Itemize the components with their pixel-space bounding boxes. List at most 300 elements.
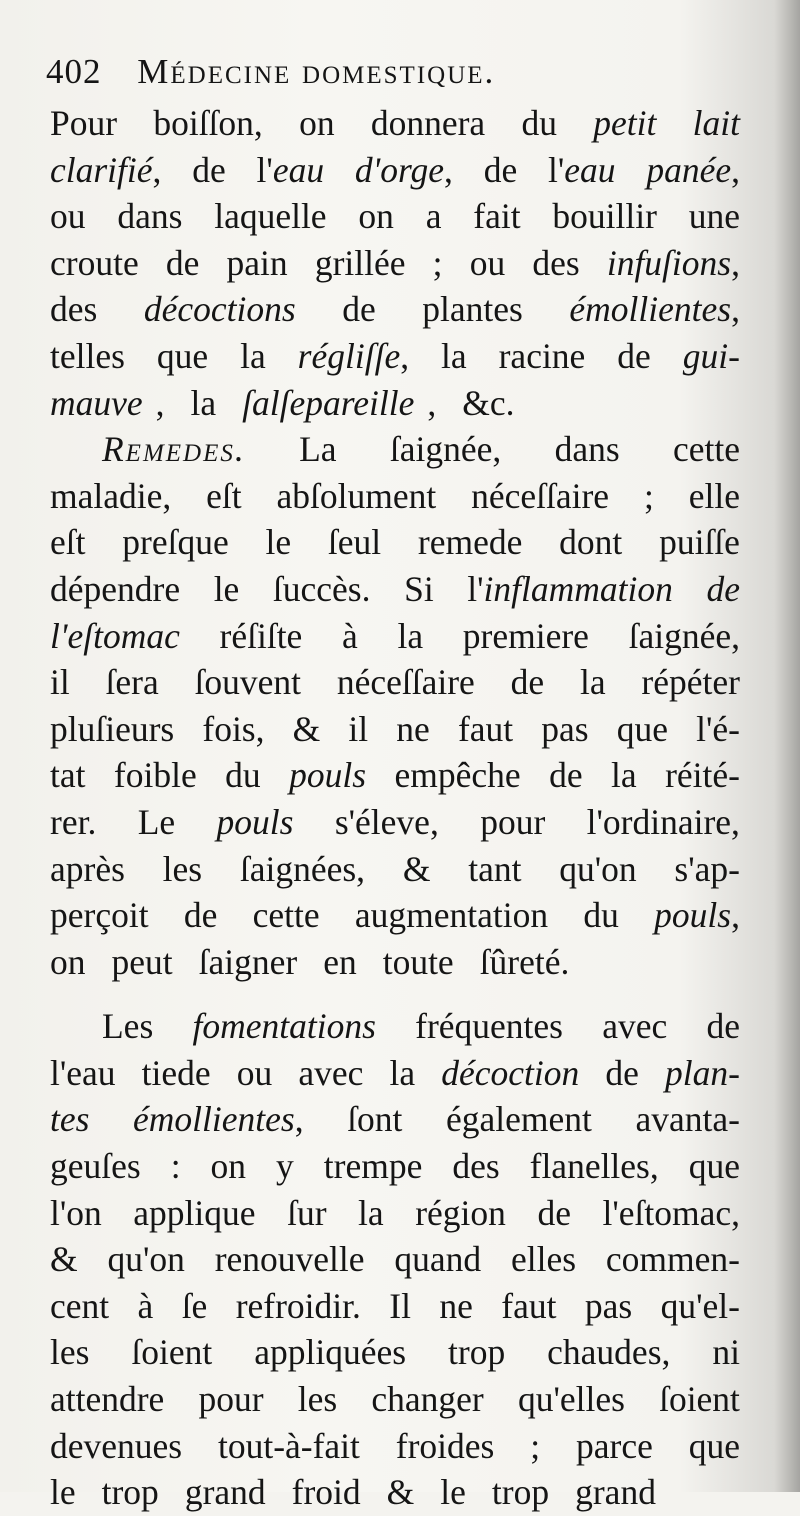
text-fragment: on (299, 103, 335, 143)
text-fragment: ſaignée, (389, 429, 502, 470)
word (254, 1329, 406, 1376)
text-fragment: remede (417, 522, 523, 563)
text-fragment: rer. (50, 801, 97, 842)
word (541, 706, 588, 753)
emphasis-text: clarifié (50, 149, 153, 190)
word (480, 939, 583, 986)
word (337, 659, 475, 706)
text-fragment: Les (102, 1006, 154, 1047)
text-fragment: croute (50, 242, 139, 283)
word (50, 1236, 78, 1283)
word (50, 147, 161, 194)
word (50, 939, 99, 986)
word (50, 1050, 116, 1097)
text-fragment: commen- (605, 1239, 740, 1280)
word (473, 193, 520, 240)
text-fragment: , (444, 149, 453, 190)
text-fragment: La (299, 429, 337, 470)
word (549, 752, 583, 799)
word (611, 752, 637, 799)
text-fragment: froid (291, 1472, 361, 1513)
word (276, 1143, 294, 1190)
text-fragment: que (688, 1425, 740, 1466)
text-fragment: ne (396, 708, 430, 749)
word (102, 426, 246, 473)
word (532, 240, 579, 287)
text-fragment: les (50, 1332, 90, 1373)
text-fragment: néceſſaire (471, 475, 610, 516)
word (289, 752, 366, 799)
text-fragment: &c. (462, 382, 515, 423)
word (484, 147, 518, 194)
text-fragment: ne (439, 1285, 473, 1326)
word (192, 1003, 375, 1050)
word (117, 193, 182, 240)
word (587, 799, 740, 846)
text-fragment: geuſes (50, 1146, 141, 1187)
word (157, 333, 208, 380)
word (674, 846, 740, 893)
text-fragment: ſaignée, (628, 615, 740, 656)
word (644, 473, 654, 520)
text-fragment: ſuccès. (272, 568, 371, 609)
word (635, 1096, 739, 1143)
word (199, 939, 311, 986)
word (463, 613, 589, 660)
word (298, 1376, 337, 1423)
word (358, 1190, 384, 1237)
word (641, 659, 740, 706)
text-fragment: ſaignées, (239, 848, 366, 889)
word (236, 1283, 361, 1330)
word (689, 1423, 740, 1470)
text-fragment: trop (448, 1332, 506, 1373)
word (293, 706, 321, 753)
text-fragment: la (397, 615, 424, 656)
text-fragment: perçoit (50, 895, 149, 936)
text-fragment: puiſſe (659, 522, 740, 563)
text-fragment: pour (198, 1379, 264, 1420)
word (138, 1283, 154, 1330)
text-fragment: ou (50, 196, 86, 237)
word (683, 333, 740, 380)
text-fragment: la (358, 1192, 384, 1233)
text-line (50, 286, 740, 333)
text-fragment: de (192, 149, 226, 190)
word (390, 1050, 416, 1097)
text-fragment: ſaigner (198, 941, 298, 982)
text-fragment: dans (117, 196, 183, 237)
word (266, 519, 292, 566)
text-line (50, 1236, 740, 1283)
text-fragment: les (162, 848, 203, 889)
text-fragment: quand (394, 1239, 482, 1280)
emphasis-text: petit (593, 103, 657, 143)
text-fragment: ſouvent (194, 662, 302, 703)
word (133, 1096, 304, 1143)
word (371, 100, 485, 147)
word (153, 100, 262, 147)
text-fragment: de (183, 895, 218, 936)
word (576, 1423, 653, 1470)
word (617, 333, 651, 380)
text-fragment: cette (672, 429, 740, 470)
text-fragment: pas (584, 1285, 633, 1326)
word (580, 659, 606, 706)
text-fragment: de (165, 242, 200, 283)
word (184, 892, 218, 939)
text-line (50, 706, 740, 753)
word (471, 473, 609, 520)
text-fragment: l'é- (696, 708, 740, 749)
text-fragment: la (579, 662, 606, 703)
text-fragment: cent (50, 1285, 110, 1326)
text-fragment: telles (50, 335, 125, 376)
emphasis-text: fomentations (192, 1006, 376, 1047)
word (480, 799, 545, 846)
word (706, 566, 740, 613)
word (131, 1329, 212, 1376)
text-fragment: tout-à-fait (217, 1425, 360, 1466)
text-fragment: s'éleve, (334, 801, 439, 842)
text-fragment: toute (382, 941, 454, 982)
text-fragment: Si (404, 568, 434, 609)
word (492, 1469, 562, 1516)
text-fragment: peut (111, 941, 173, 982)
word (518, 1376, 625, 1423)
text-fragment: ſont (347, 1099, 403, 1140)
text-fragment: , (155, 382, 165, 423)
word (355, 147, 453, 194)
word (617, 706, 668, 753)
word (602, 1190, 740, 1237)
word (50, 613, 180, 660)
word (50, 193, 86, 240)
text-fragment: après (50, 848, 125, 889)
text-line (50, 799, 740, 846)
word (559, 846, 636, 893)
text-fragment: avec (602, 1006, 668, 1047)
word (287, 1190, 326, 1237)
text-line (50, 473, 740, 520)
text-fragment: plantes (422, 289, 523, 330)
text-line (50, 426, 740, 473)
text-line (50, 240, 740, 287)
text-line (50, 1376, 740, 1423)
word (240, 333, 266, 380)
word (467, 566, 673, 613)
word (389, 1283, 411, 1330)
word (390, 426, 501, 473)
text-fragment: il (50, 662, 70, 703)
text-line (50, 1329, 740, 1376)
word (227, 240, 288, 287)
emphasis-text: émollientes (133, 1099, 295, 1140)
text-fragment: la (190, 382, 217, 423)
text-fragment: la (240, 335, 266, 376)
text-fragment: racine (498, 335, 586, 376)
word (323, 939, 370, 986)
text-fragment: preſque (122, 522, 229, 563)
text-fragment: , (152, 149, 162, 190)
text-fragment: , (294, 1099, 304, 1140)
text-fragment: faut (457, 708, 514, 749)
text-fragment: , (731, 242, 740, 283)
text-fragment: bouillir (552, 196, 657, 237)
text-fragment: abſolument (276, 475, 437, 516)
word (646, 147, 740, 194)
word (192, 147, 226, 194)
word (206, 473, 241, 520)
word (548, 147, 616, 194)
emphasis-text: lait (692, 103, 740, 143)
text-fragment: eſt (206, 475, 242, 516)
text-fragment: ; (530, 1425, 541, 1466)
word (468, 846, 521, 893)
text-fragment: a (425, 196, 442, 237)
word (383, 939, 467, 986)
text-line (50, 1190, 740, 1237)
text-fragment: & (386, 1472, 415, 1513)
text-fragment: trempe (323, 1146, 423, 1187)
text-fragment: de (510, 662, 545, 703)
word (448, 1329, 505, 1376)
text-fragment: fréquentes (415, 1006, 563, 1047)
text-fragment: fois, (202, 708, 265, 749)
word (50, 566, 180, 613)
text-fragment: du (583, 895, 619, 936)
text-fragment: pain (226, 242, 288, 283)
text-fragment: les (297, 1379, 338, 1420)
word (665, 1050, 740, 1097)
word (107, 1236, 184, 1283)
word (138, 799, 175, 846)
word (537, 1190, 571, 1237)
word (606, 1236, 740, 1283)
emphasis-text: pouls (289, 755, 367, 796)
text-fragment: ſûreté. (479, 941, 570, 982)
text-fragment: le (213, 568, 240, 609)
text-fragment: que (156, 335, 209, 376)
word (335, 799, 439, 846)
text-fragment: l'ordinaire, (586, 801, 740, 842)
text-line (50, 193, 740, 240)
word (202, 706, 264, 753)
word (185, 1469, 279, 1516)
emphasis-text: infuſions (606, 242, 732, 283)
word (433, 240, 443, 287)
text-fragment: trop (491, 1472, 550, 1513)
word (583, 892, 619, 939)
text-fragment: maladie, (50, 475, 172, 516)
word (387, 1469, 428, 1516)
emphasis-text: eau (564, 149, 616, 190)
word (552, 193, 657, 240)
word (50, 752, 85, 799)
word (689, 473, 740, 520)
word (50, 892, 149, 939)
word (195, 659, 301, 706)
text-fragment: boiſſon, (153, 103, 263, 143)
emphasis-text: pouls (654, 895, 732, 936)
text-fragment: tant (468, 848, 522, 889)
text-fragment: premiere (462, 615, 589, 656)
word (277, 473, 437, 520)
text-fragment: néceſſaire (336, 662, 475, 703)
text-line (50, 519, 740, 566)
word (569, 286, 740, 333)
word (324, 1143, 423, 1190)
text-fragment: à (137, 1285, 154, 1326)
word (358, 193, 394, 240)
word (50, 1143, 141, 1190)
text-fragment: également (446, 1099, 592, 1140)
running-title: Médecine domestique. (137, 52, 496, 91)
emphasis-text: tes (50, 1099, 90, 1140)
text-line (50, 752, 740, 799)
word (394, 1236, 481, 1283)
text-fragment: à (342, 615, 358, 656)
text-line (50, 1423, 740, 1470)
text-fragment: l' (256, 149, 273, 190)
text-fragment: ſera (105, 662, 159, 703)
text-fragment: du (521, 103, 557, 143)
word (347, 1096, 402, 1143)
text-fragment: foible (113, 755, 197, 796)
word (50, 659, 70, 706)
word (50, 846, 125, 893)
word (706, 1003, 740, 1050)
text-fragment: augmentation (354, 895, 549, 936)
word (415, 1003, 563, 1050)
word (404, 566, 434, 613)
word (171, 1143, 181, 1190)
text-fragment: ſe (181, 1285, 208, 1326)
text-fragment: ſur (287, 1192, 327, 1233)
word (693, 100, 740, 147)
text-fragment: ſeul (327, 522, 382, 563)
word (298, 1050, 363, 1097)
text-line (50, 380, 740, 427)
word (273, 566, 371, 613)
word (441, 333, 467, 380)
word (298, 333, 409, 380)
text-fragment: grillée (314, 242, 406, 283)
word (50, 799, 96, 846)
word (133, 1190, 255, 1237)
word (106, 659, 159, 706)
text-fragment: Pour (50, 103, 118, 143)
word (237, 1050, 273, 1097)
word (214, 193, 326, 240)
text-line (50, 939, 740, 986)
text-fragment: eſt (50, 522, 86, 563)
text-fragment: l'on (50, 1192, 102, 1233)
word (240, 846, 365, 893)
text-fragment: on (210, 1146, 247, 1187)
text-fragment: devenues (50, 1425, 183, 1466)
word (191, 380, 230, 427)
text-fragment: , (731, 149, 740, 190)
text-fragment: dans (554, 429, 620, 470)
word (439, 1283, 473, 1330)
word (659, 1376, 740, 1423)
word (415, 1190, 506, 1237)
emphasis-text: décoctions (143, 289, 296, 330)
word (689, 1143, 740, 1190)
text-fragment: en (323, 941, 357, 982)
word (511, 1236, 576, 1283)
text-fragment: applique (133, 1192, 256, 1233)
word (371, 1376, 483, 1423)
text-fragment: avanta- (635, 1099, 740, 1140)
text-fragment: Il (389, 1285, 411, 1326)
text-line (50, 147, 740, 194)
word (50, 380, 178, 427)
word (142, 1050, 211, 1097)
emphasis-text: ſalſepareille (242, 382, 415, 423)
text-line (50, 892, 740, 939)
text-fragment: : (170, 1146, 181, 1187)
word (242, 380, 449, 427)
emphasis-text: pouls (216, 801, 294, 842)
word (215, 1236, 365, 1283)
running-header (46, 52, 746, 102)
text-line (50, 659, 740, 706)
word (50, 100, 117, 147)
text-line (50, 1469, 740, 1516)
text-fragment: des (532, 242, 580, 283)
word (426, 193, 442, 240)
word (355, 892, 548, 939)
word (396, 1423, 495, 1470)
word (659, 519, 740, 566)
word (50, 240, 139, 287)
text-fragment: chaudes, (547, 1332, 671, 1373)
text-fragment: pour (480, 801, 546, 842)
text-fragment: des (452, 1146, 500, 1187)
word (689, 193, 740, 240)
word (50, 1190, 102, 1237)
word (50, 1423, 182, 1470)
text-fragment: elles (511, 1239, 577, 1280)
text-fragment: attendre (50, 1379, 165, 1420)
word (458, 706, 513, 753)
word (112, 939, 186, 986)
text-fragment: de (617, 335, 651, 376)
word (218, 1423, 360, 1470)
text-line (50, 846, 740, 893)
word (654, 892, 740, 939)
text-line (50, 333, 740, 380)
text-fragment: de (706, 1006, 740, 1047)
emphasis-text: panée (646, 149, 732, 190)
word (396, 706, 430, 753)
word (575, 1469, 669, 1516)
text-fragment: on (50, 941, 86, 982)
word (348, 706, 368, 753)
text-fragment: que (688, 1146, 740, 1187)
text-fragment: tat (50, 755, 86, 796)
text-fragment: on (358, 196, 394, 237)
word (102, 1003, 153, 1050)
word (665, 752, 740, 799)
word (214, 566, 240, 613)
text-fragment: région (415, 1192, 506, 1233)
word (102, 1469, 172, 1516)
text-fragment: tiede (141, 1052, 211, 1093)
text-fragment: dont (559, 522, 623, 563)
